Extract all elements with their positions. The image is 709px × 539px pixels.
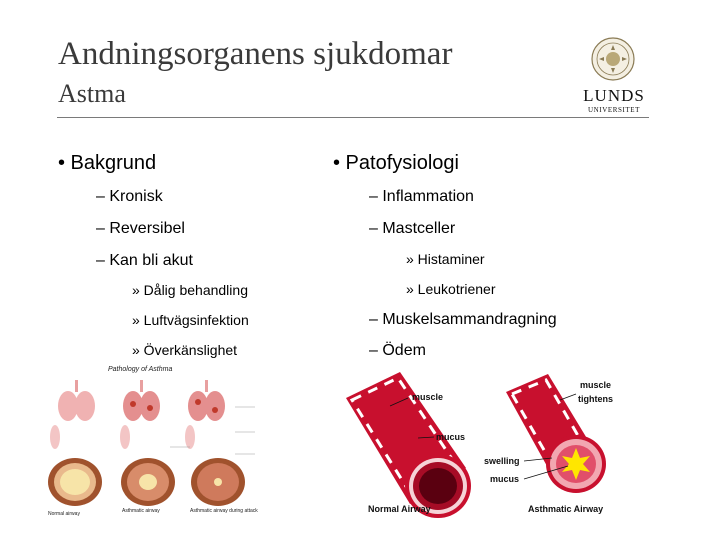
- lungs-asthmatic-icon: [123, 380, 160, 421]
- figure-airway-comparison: [338, 368, 628, 520]
- lungs-attack-icon: [188, 380, 225, 421]
- logo-name: LUNDS: [583, 86, 645, 105]
- university-logo: [580, 36, 648, 120]
- label-muscle-tightens-1: muscle: [580, 380, 612, 390]
- item-muskelsammandragning: – Muskelsammandragning: [369, 311, 557, 328]
- label-normal-airway: Normal Airway: [368, 504, 431, 514]
- caption-attack-airway: Asthmatic airway during attack: [190, 508, 258, 514]
- label-muscle-tightens-2: tightens: [578, 394, 613, 404]
- slide-title: Andningsorganens sjukdomar: [58, 36, 453, 72]
- heading-patofysiologi: • Patofysiologi: [333, 152, 459, 174]
- item-reversibel: – Reversibel: [96, 220, 185, 237]
- label-mucus-asthmatic: mucus: [490, 474, 520, 484]
- item-mastceller: – Mastceller: [369, 220, 456, 237]
- logo-subtitle: UNIVERSITET: [587, 106, 641, 114]
- caption-asthmatic-airway: Asthmatic airway: [122, 508, 160, 514]
- subitem-histaminer: » Histaminer: [406, 251, 485, 267]
- label-asthmatic-airway: Asthmatic Airway: [528, 504, 604, 514]
- heading-bakgrund: • Bakgrund: [58, 152, 157, 174]
- normal-airway-icon: [346, 372, 471, 518]
- subitem-leukotriener: » Leukotriener: [406, 281, 496, 297]
- caption-normal-airway: Normal airway: [48, 511, 80, 517]
- airway-asthmatic-icon: [121, 458, 175, 506]
- figure-pathology-of-asthma: [40, 362, 300, 522]
- airway-attack-icon: [191, 458, 245, 506]
- figure-title: Pathology of Asthma: [108, 366, 173, 373]
- item-odem: – Ödem: [369, 342, 426, 359]
- item-kan-bli-akut: – Kan bli akut: [96, 252, 193, 269]
- subitem-dalig-behandling: » Dålig behandling: [132, 282, 248, 298]
- seal-icon: [590, 36, 636, 82]
- title-divider: [57, 117, 649, 118]
- label-swelling: swelling: [484, 456, 520, 466]
- airway-normal-icon: [48, 458, 102, 506]
- item-inflammation: – Inflammation: [369, 188, 474, 205]
- item-kronisk: – Kronisk: [96, 188, 163, 205]
- asthmatic-airway-icon: [506, 374, 606, 493]
- subitem-luftvagsinfektion: » Luftvägsinfektion: [132, 312, 249, 328]
- label-muscle: muscle: [412, 392, 444, 402]
- subitem-overkanslighet: » Överkänslighet: [132, 342, 238, 358]
- lungs-normal-icon: [58, 380, 95, 421]
- label-mucus: mucus: [436, 432, 466, 442]
- slide-subtitle: Astma: [58, 79, 126, 108]
